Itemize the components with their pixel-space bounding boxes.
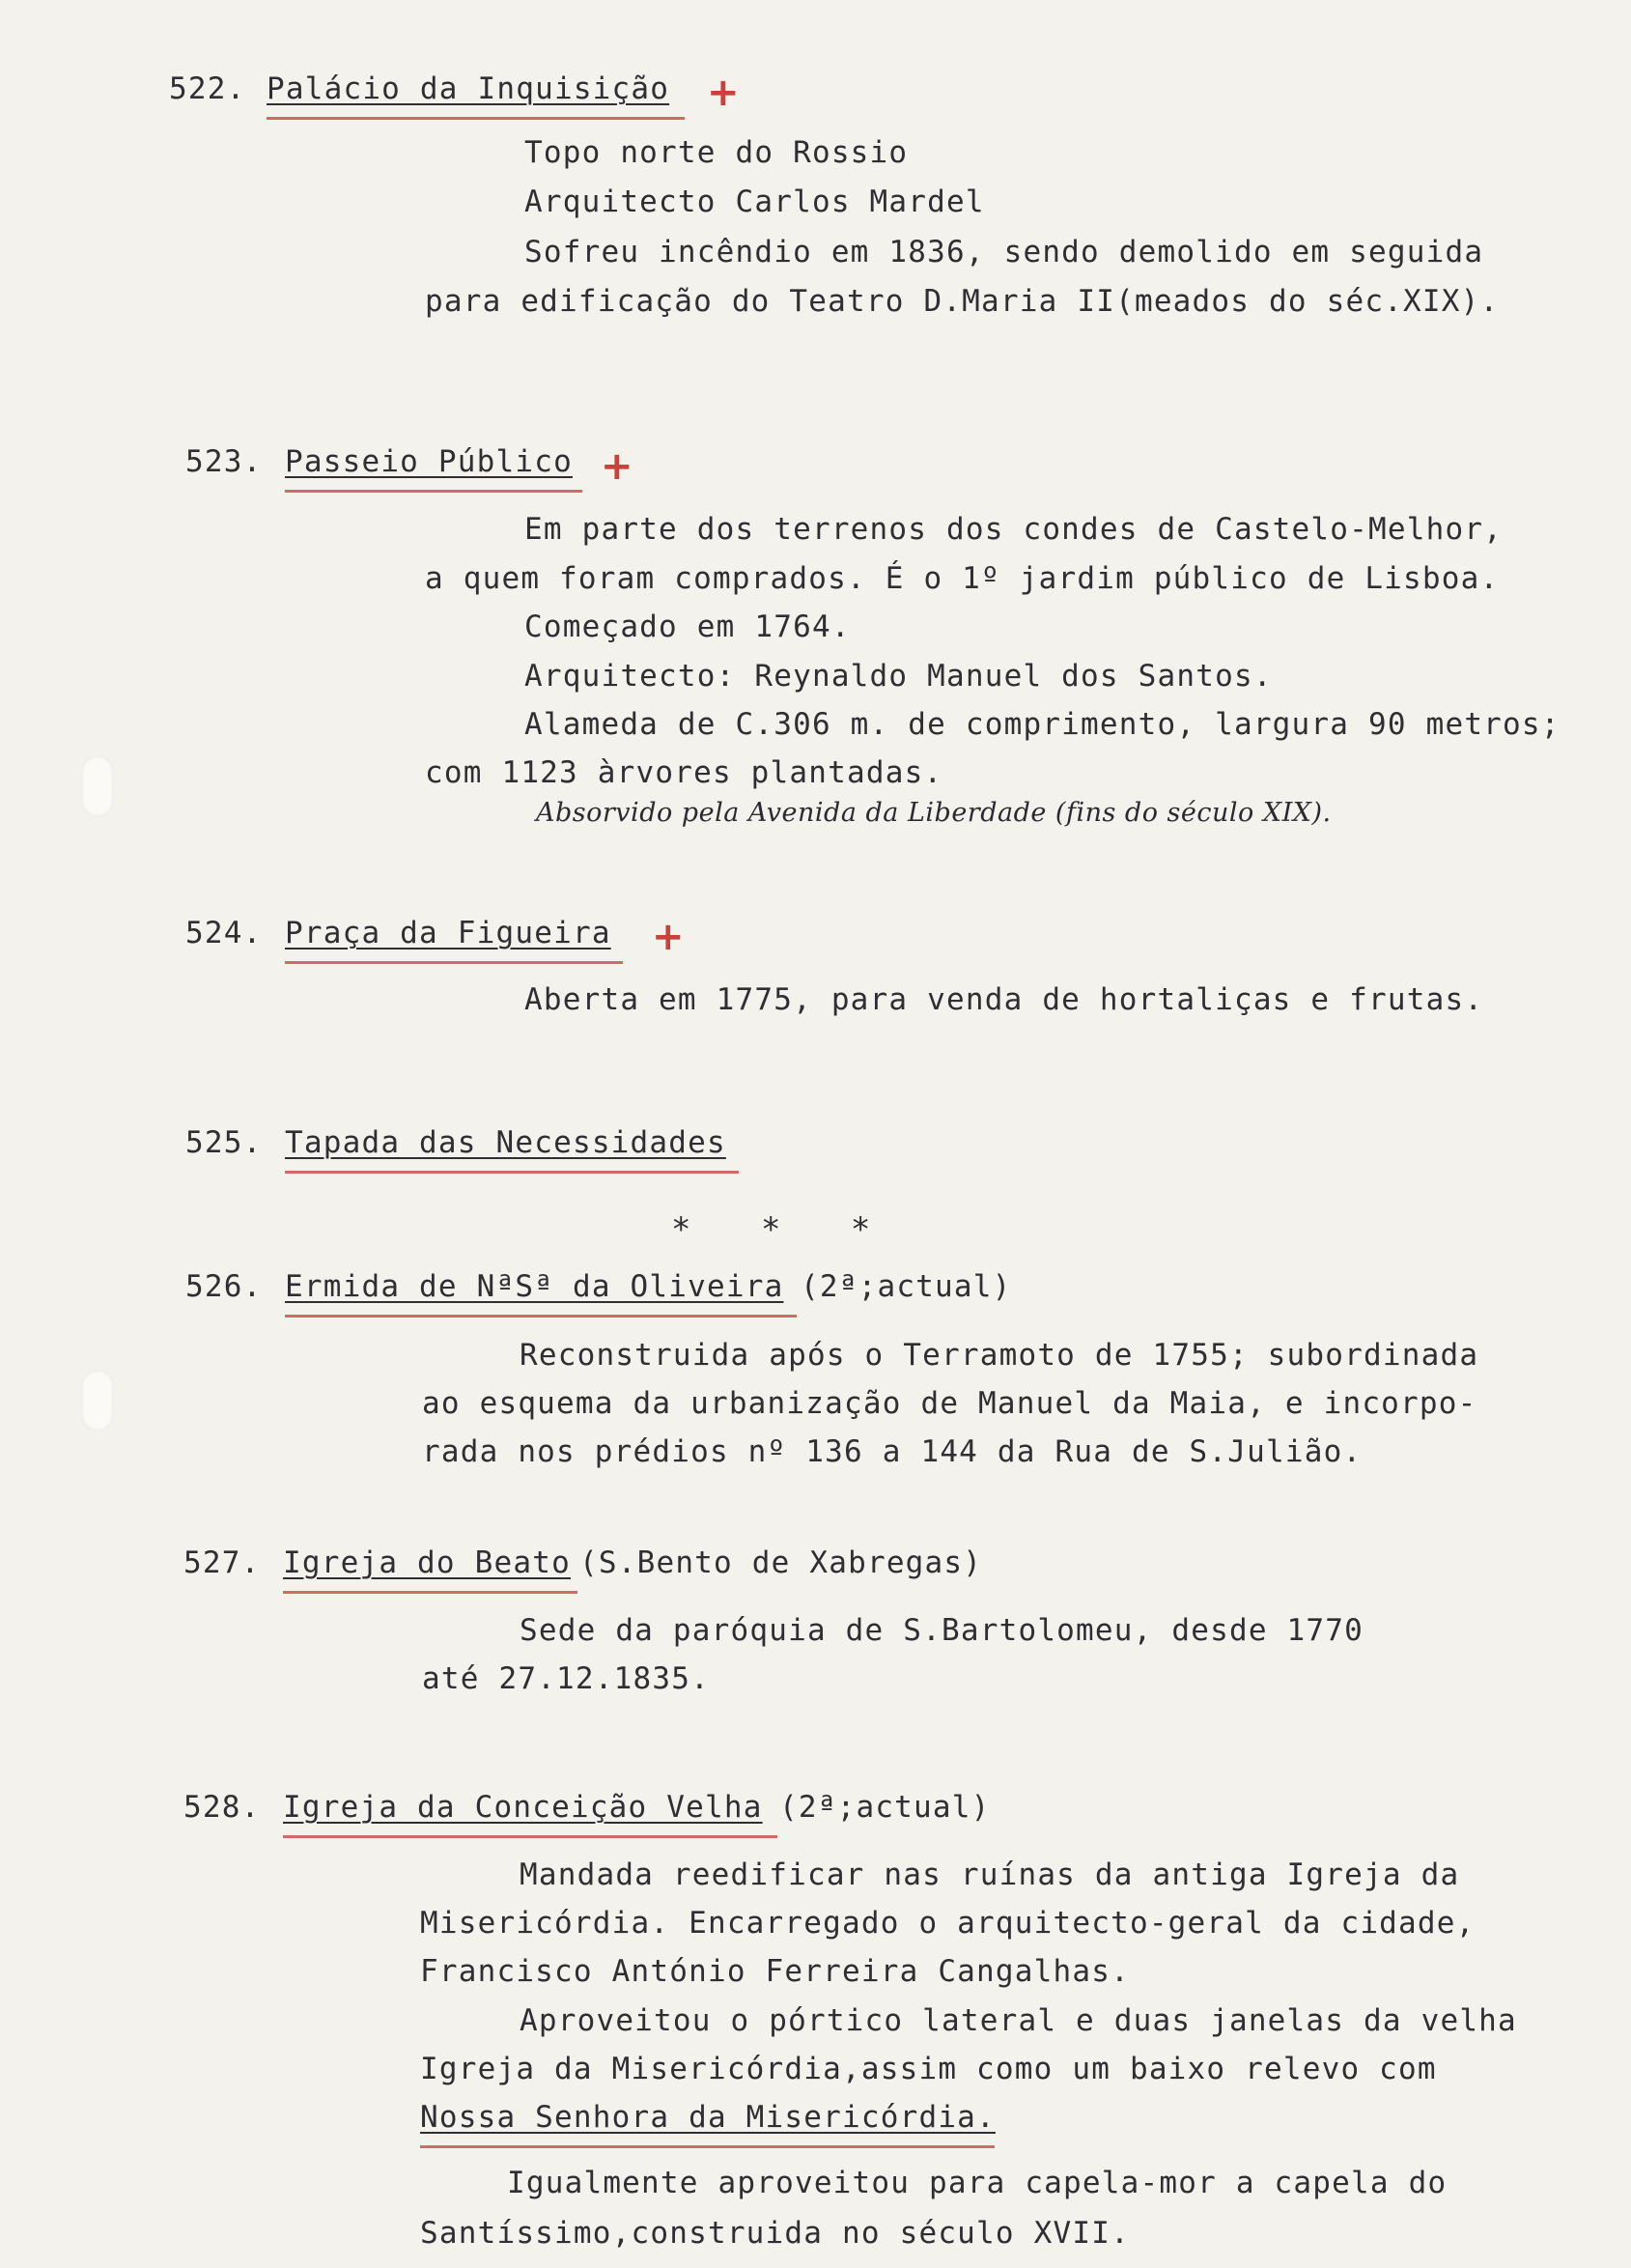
entry-title: Tapada das Necessidades (285, 1125, 726, 1160)
entry-line: Em parte dos terrenos dos condes de Castelo-Melhor, (524, 512, 1504, 547)
entry-title: Igreja do Beato (283, 1545, 571, 1580)
entry-title: Palácio da Inquisição (267, 71, 670, 106)
entry-line: Santíssimo,construida no século XVII. (420, 2216, 1130, 2251)
entry-line: Mandada reedificar nas ruínas da antiga Igreja da (520, 1857, 1460, 1892)
entry-line: Aberta em 1775, para venda de hortaliças e frutas. (524, 982, 1484, 1017)
entry-title-suffix: (S.Bento de Xabregas) (579, 1545, 983, 1580)
entry-number: 522. (169, 71, 246, 106)
entry-number: 528. (183, 1790, 261, 1825)
entry-line: Igualmente aproveitou para capela-mor a capela do (507, 2166, 1448, 2200)
entry-line: para edificação do Teatro D.Maria II(meados do séc.XIX). (425, 284, 1500, 319)
red-underline (285, 1315, 797, 1318)
binder-hole-top (81, 755, 114, 817)
entry-line: Arquitecto: Reynaldo Manuel dos Santos. (524, 659, 1273, 694)
binder-hole-bottom (81, 1370, 114, 1432)
entry-line: Sede da paróquia de S.Bartolomeu, desde 1770 (520, 1613, 1364, 1648)
entry-line: Alameda de C.306 m. de comprimento, largura 90 metros; (524, 707, 1561, 742)
entry-number: 524. (185, 916, 263, 950)
entry-line: rada nos prédios nº 136 a 144 da Rua de S.Julião. (422, 1434, 1363, 1469)
entry-line: Francisco António Ferreira Cangalhas. (420, 1954, 1130, 1989)
red-underline (285, 961, 623, 964)
entry-line: Arquitecto Carlos Mardel (524, 184, 985, 219)
entry-line: Sofreu incêndio em 1836, sendo demolido em seguida (524, 235, 1484, 269)
red-underline (267, 117, 685, 120)
red-cross-mark: + (601, 444, 633, 489)
entry-line: Reconstruida após o Terramoto de 1755; subordinada (520, 1338, 1479, 1373)
entry-title: Ermida de NªSª da Oliveira (285, 1269, 784, 1304)
entry-line: ao esquema da urbanização de Manuel da Maia, e incorpo- (422, 1386, 1477, 1421)
red-underline (285, 490, 582, 493)
entry-number: 527. (183, 1545, 261, 1580)
entry-number: 525. (185, 1125, 263, 1160)
entry-line: a quem foram comprados. É o 1º jardim público de Lisboa. (425, 561, 1500, 596)
entry-line: Topo norte do Rossio (524, 135, 909, 170)
red-cross-mark: + (707, 71, 740, 115)
entry-line: Nossa Senhora da Misericórdia. (420, 2100, 996, 2135)
entry-number: 526. (185, 1269, 263, 1304)
entry-title-suffix: (2ª;actual) (801, 1269, 1012, 1304)
entry-title: Igreja da Conceição Velha (283, 1790, 763, 1825)
handwritten-note: Absorvido pela Avenida da Liberdade (fins do século XIX). (536, 798, 1332, 828)
entry-title: Passeio Público (285, 444, 573, 479)
entry-line: Igreja da Misericórdia,assim como um baixo relevo com (420, 2052, 1437, 2086)
red-underline (420, 2145, 995, 2148)
red-underline (285, 1171, 739, 1174)
entry-line: Aproveitou o pórtico lateral e duas janelas da velha (520, 2003, 1517, 2038)
red-underline (283, 1835, 777, 1838)
red-underline (283, 1591, 577, 1594)
entry-title: Praça da Figueira (285, 916, 611, 950)
entry-title-suffix: (2ª;actual) (779, 1790, 991, 1825)
entry-number: 523. (185, 444, 263, 479)
entry-line: Misericórdia. Encarregado o arquitecto-geral da cidade, (420, 1906, 1476, 1941)
entry-line: com 1123 àrvores plantadas. (425, 755, 943, 790)
entry-line: até 27.12.1835. (422, 1661, 710, 1696)
entry-line: Começado em 1764. (524, 610, 851, 644)
red-cross-mark: + (652, 915, 685, 959)
section-separator: * * * (671, 1210, 896, 1249)
